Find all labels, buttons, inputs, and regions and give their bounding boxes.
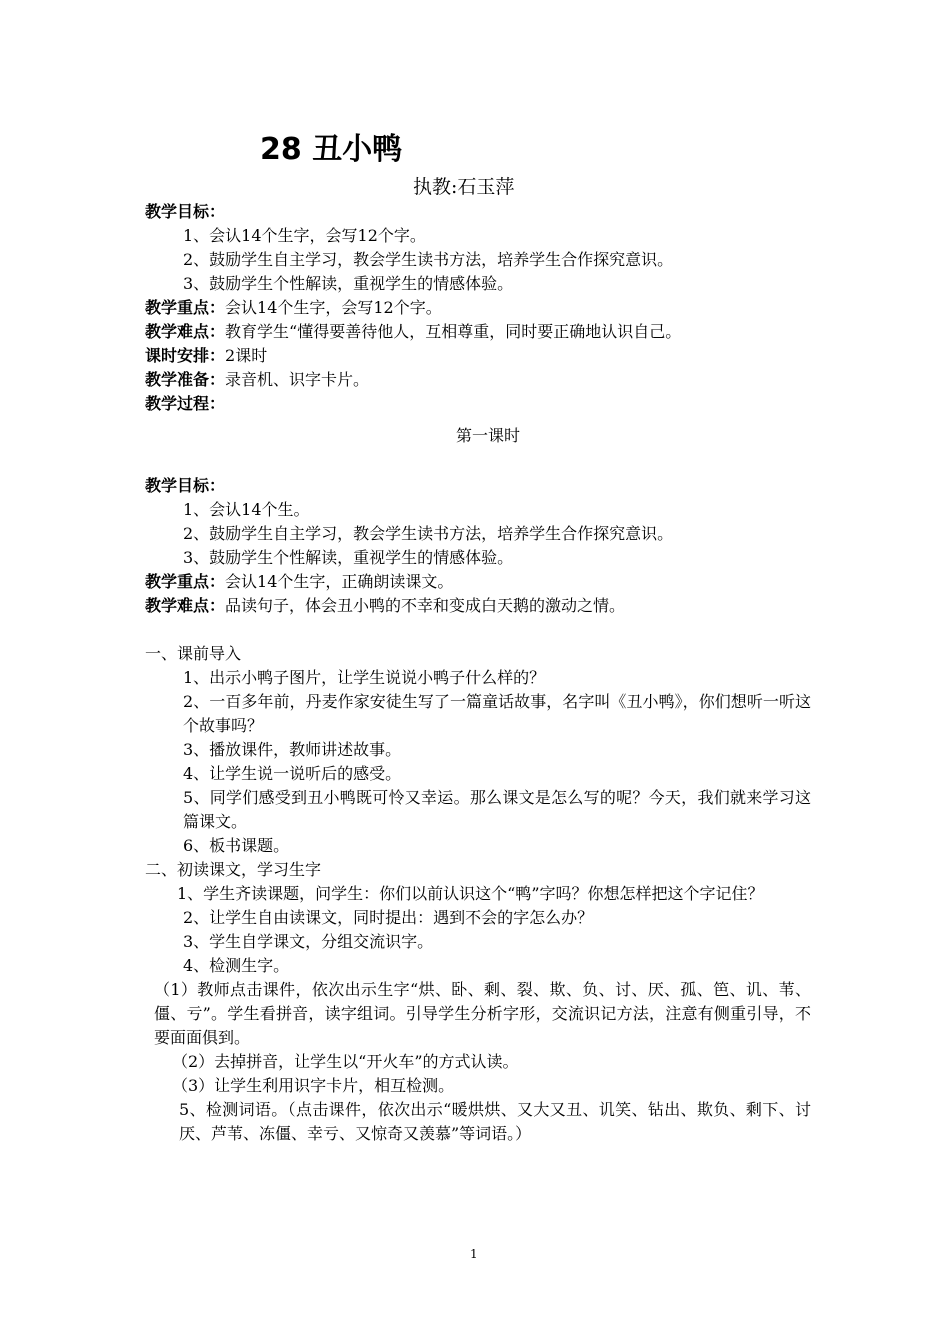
- overview-schedule-label: 课时安排：: [145, 346, 226, 365]
- section2-item: 5、检测词语。（点击课件，依次出示“暖烘烘、又大又丑、讥笑、钻出、欺负、剩下、讨厌、芦苇、冻僵、幸亏、又惊奇又羡慕”等词语。）: [179, 1100, 811, 1143]
- lesson1-goals-label: 教学目标：: [145, 476, 226, 495]
- overview-key-text: 会认14个生字，会写12个字。: [225, 298, 442, 317]
- overview-difficulty-text: 教育学生“懂得要善待他人，互相尊重，同时要正确地认识自己。: [225, 322, 682, 341]
- overview-goals-label: 教学目标：: [145, 202, 226, 221]
- lesson1-key-label: 教学重点：: [145, 572, 226, 591]
- section2-item: （1）教师点击课件，依次出示生字“烘、卧、剩、裂、欺、负、讨、厌、孤、笆、讥、苇、僵、亏”。学生看拼音，读字组词。引导学生分析字形，交流识记方法，注意有侧重引导，不要面面俱到。: [154, 980, 811, 1047]
- overview-prep-label: 教学准备：: [145, 370, 226, 389]
- overview-goal-item: 2、鼓励学生自主学习，教会学生读书方法，培养学生合作探究意识。: [183, 250, 674, 269]
- section2-item: 3、学生自学课文，分组交流识字。: [183, 932, 434, 951]
- author-line: 执教:石玉萍: [413, 176, 515, 198]
- lesson1-section: [145, 474, 811, 1146]
- section1-item: 2、一百多年前，丹麦作家安徒生写了一篇童话故事，名字叫《丑小鸭》，你们想听一听这个故事吗？: [183, 692, 811, 735]
- section1-item: 5、同学们感受到丑小鸭既可怜又幸运。那么课文是怎么写的呢？今天，我们就来学习这篇课文。: [183, 788, 811, 831]
- overview-schedule-text: 2课时: [225, 346, 268, 365]
- lesson1-difficulty-text: 品读句子，体会丑小鸭的不幸和变成白天鹅的激动之情。: [225, 596, 626, 615]
- section1-item: 6、板书课题。: [183, 836, 290, 855]
- lesson1-difficulty-line: [145, 594, 811, 618]
- overview-key-label: 教学重点：: [145, 298, 226, 317]
- overview-difficulty-line: [145, 320, 811, 344]
- section2-item: 1、学生齐读课题，问学生：你们以前认识这个“鸭”字吗？你想怎样把这个字记住？: [177, 884, 764, 903]
- section2-item: 4、检测生字。: [183, 956, 290, 975]
- overview-prep-text: 录音机、识字卡片。: [225, 370, 370, 389]
- overview-key-line: [145, 296, 811, 320]
- overview-goal-item: 1、会认14个生字，会写12个字。: [183, 226, 426, 245]
- lesson1-key-line: [145, 570, 811, 594]
- lesson1-difficulty-label: 教学难点：: [145, 596, 226, 615]
- section1-item: 3、播放课件，教师讲述故事。: [183, 740, 402, 759]
- section2-heading: 二、初读课文，学习生字: [145, 860, 322, 879]
- lesson1-goal-item: 2、鼓励学生自主学习，教会学生读书方法，培养学生合作探究意识。: [183, 524, 674, 543]
- section2-item: 2、让学生自由读课文，同时提出：遇到不会的字怎么办？: [183, 908, 594, 927]
- lesson1-goal-item: 3、鼓励学生个性解读，重视学生的情感体验。: [183, 548, 514, 567]
- overview-goal-item: 3、鼓励学生个性解读，重视学生的情感体验。: [183, 274, 514, 293]
- lesson1-key-text: 会认14个生字，正确朗读课文。: [225, 572, 454, 591]
- section1-heading: 一、课前导入: [145, 644, 242, 663]
- section2-item: （2）去掉拼音，让学生以“开火车”的方式认读。: [172, 1052, 519, 1071]
- overview-process-label: 教学过程：: [145, 394, 226, 413]
- overview-prep-line: [145, 368, 811, 392]
- document-title: 28 丑小鸭: [260, 132, 403, 167]
- overview-difficulty-label: 教学难点：: [145, 322, 226, 341]
- overview-section: [145, 200, 811, 416]
- section1-item: 4、让学生说一说听后的感受。: [183, 764, 402, 783]
- lesson1-goal-item: 1、会认14个生。: [183, 500, 310, 519]
- lesson-heading: 第一课时: [456, 426, 521, 445]
- blank-line: [145, 618, 811, 642]
- page-number: 1: [470, 1247, 478, 1261]
- section2-item: （3）让学生利用识字卡片，相互检测。: [172, 1076, 455, 1095]
- section1-item: 1、出示小鸭子图片，让学生说说小鸭子什么样的？: [183, 668, 546, 687]
- overview-schedule-line: [145, 344, 811, 368]
